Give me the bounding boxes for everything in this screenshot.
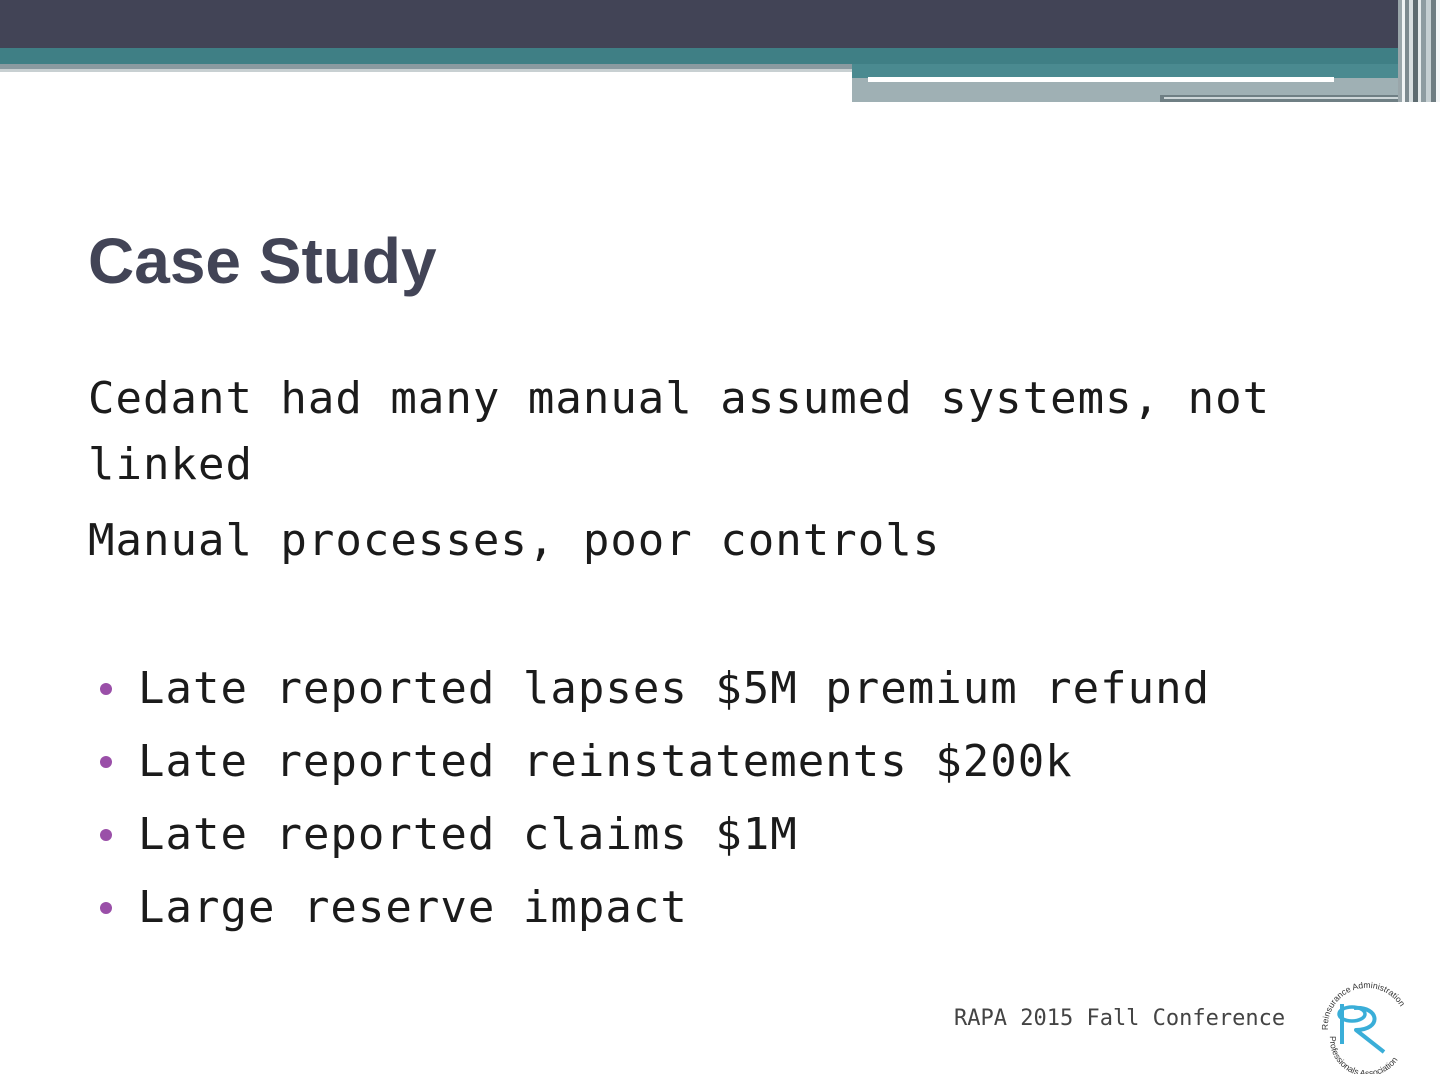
bullet-dot-icon <box>100 683 112 695</box>
banner-dark-band <box>0 0 1440 48</box>
footer-text: RAPA 2015 Fall Conference <box>954 1006 1286 1031</box>
bullet-item <box>100 652 1340 725</box>
body-text <box>88 366 1348 584</box>
banner-white-line <box>868 77 1334 82</box>
bullet-text: Late reported claims $1M <box>138 809 798 860</box>
banner-vertical-stripes <box>1398 0 1440 102</box>
slide-title: Case Study <box>88 225 437 297</box>
banner-teal-band <box>0 48 1440 64</box>
bullet-text: Late reported lapses $5M premium refund <box>138 663 1211 714</box>
rapa-logo-icon <box>1318 980 1412 1074</box>
paragraph: Cedant had many manual assumed systems, not linked <box>88 373 1271 490</box>
bullet-list <box>100 652 1340 944</box>
bullet-item <box>100 798 1340 871</box>
banner-light-line-right <box>1164 97 1410 99</box>
bullet-text: Large reserve impact <box>138 882 688 933</box>
banner-teal-band-right <box>852 64 1440 78</box>
bullet-text: Late reported reinstatements $200k <box>138 736 1073 787</box>
svg-text:Reinsurance Administration: Reinsurance Administration <box>1319 980 1408 1031</box>
bullet-dot-icon <box>100 902 112 914</box>
banner-light-line-left <box>0 69 852 72</box>
bullet-dot-icon <box>100 829 112 841</box>
bullet-dot-icon <box>100 756 112 768</box>
paragraph: Manual processes, poor controls <box>88 515 941 566</box>
svg-text:Professionals Association: Professionals Association <box>1327 1035 1400 1074</box>
bullet-item <box>100 725 1340 798</box>
bullet-item <box>100 871 1340 944</box>
